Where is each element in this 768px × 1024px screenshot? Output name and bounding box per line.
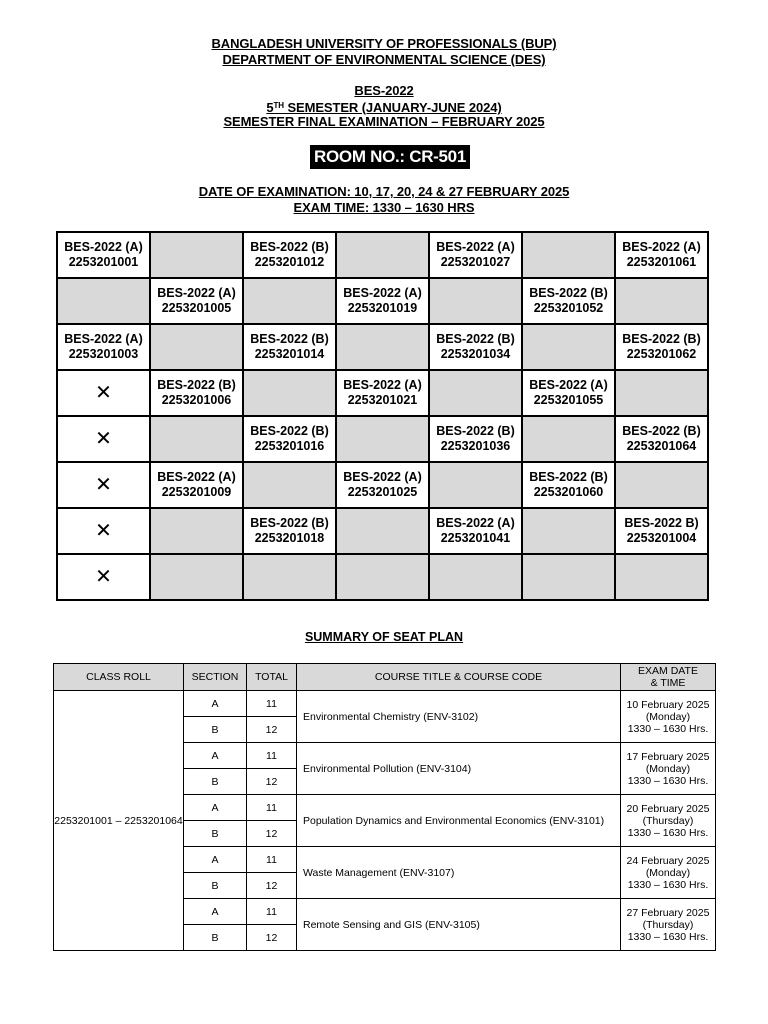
seat-empty	[243, 370, 336, 416]
exam-date: 27 February 2025	[626, 906, 710, 919]
total-cell: 11	[247, 847, 297, 873]
seat-section: BES-2022 (A)	[64, 240, 143, 254]
seat-assigned	[57, 324, 150, 370]
exam-time: 1330 – 1630 Hrs.	[627, 774, 709, 787]
seat-plan-summary-table	[53, 663, 716, 951]
exam-day: (Monday)	[645, 866, 691, 879]
section-cell: A	[184, 847, 247, 873]
seat-roll-number: 2253201016	[254, 439, 325, 453]
seat-section: BES-2022 (A)	[529, 378, 608, 392]
seat-assigned	[429, 416, 522, 462]
seat-empty	[615, 462, 708, 508]
seat-assigned	[522, 462, 615, 508]
seat-section: BES-2022 (A)	[157, 470, 236, 484]
seat-empty	[243, 462, 336, 508]
section-cell: A	[184, 795, 247, 821]
seat-assigned	[429, 508, 522, 554]
seat-empty	[336, 554, 429, 600]
course-title: Environmental Chemistry (ENV-3102)	[297, 691, 621, 743]
seat-roll-number: 2253201036	[440, 439, 511, 453]
seat-unavailable-cross-icon: ✕	[57, 554, 150, 600]
seat-empty	[243, 554, 336, 600]
seat-empty	[57, 278, 150, 324]
exam-date-time	[621, 691, 716, 743]
section-cell: A	[184, 899, 247, 925]
seat-roll-number: 2253201009	[161, 485, 232, 499]
department-name: DEPARTMENT OF ENVIRONMENTAL SCIENCE (DES)	[222, 52, 546, 67]
seat-assigned	[336, 278, 429, 324]
summary-header-row	[54, 664, 716, 691]
header-class-roll: CLASS ROLL	[54, 664, 184, 691]
seat-empty	[429, 554, 522, 600]
seat-empty	[615, 370, 708, 416]
exam-date: 10 February 2025	[626, 698, 710, 711]
seat-roll-number: 2253201061	[626, 255, 697, 269]
seat-assigned	[336, 462, 429, 508]
section-cell: B	[184, 769, 247, 795]
seat-row	[57, 462, 708, 508]
seat-roll-number: 2253201018	[254, 531, 325, 545]
total-cell: 12	[247, 873, 297, 899]
seat-section: BES-2022 (B)	[529, 286, 608, 300]
seat-row	[57, 508, 708, 554]
seat-assigned	[150, 278, 243, 324]
seat-roll-number: 2253201005	[161, 301, 232, 315]
seat-section: BES-2022 (B)	[250, 424, 329, 438]
section-cell: B	[184, 873, 247, 899]
room-number: ROOM NO.: CR-501	[310, 145, 470, 169]
exam-date-time	[621, 899, 716, 951]
seat-assigned	[150, 370, 243, 416]
seat-empty	[150, 324, 243, 370]
seat-section: BES-2022 (A)	[436, 240, 515, 254]
semester-title	[0, 98, 768, 115]
seat-unavailable-cross-icon: ✕	[57, 370, 150, 416]
seat-roll-number: 2253201019	[347, 301, 418, 315]
seat-empty	[150, 508, 243, 554]
seat-empty	[336, 324, 429, 370]
exam-day: (Monday)	[645, 710, 691, 723]
seat-section: BES-2022 (A)	[343, 470, 422, 484]
seat-section: BES-2022 (B)	[250, 516, 329, 530]
course-title: Remote Sensing and GIS (ENV-3105)	[297, 899, 621, 951]
seat-roll-number: 2253201001	[68, 255, 139, 269]
total-cell: 11	[247, 795, 297, 821]
exam-dates: DATE OF EXAMINATION: 10, 17, 20, 24 & 27 FEBRUARY 2025	[198, 184, 570, 199]
seat-assigned	[336, 370, 429, 416]
seat-unavailable-cross-icon: ✕	[57, 462, 150, 508]
seat-assigned	[615, 324, 708, 370]
seat-assigned	[429, 324, 522, 370]
seat-roll-number: 2253201060	[533, 485, 604, 499]
seat-section: BES-2022 (A)	[343, 286, 422, 300]
seat-row	[57, 370, 708, 416]
seat-assigned	[243, 232, 336, 278]
exam-day: (Monday)	[645, 762, 691, 775]
exam-time: 1330 – 1630 Hrs.	[627, 722, 709, 735]
seat-section: BES-2022 (B)	[250, 332, 329, 346]
seat-assigned	[150, 462, 243, 508]
seat-assigned	[429, 232, 522, 278]
seat-empty	[615, 554, 708, 600]
seat-empty	[336, 416, 429, 462]
seat-row	[57, 278, 708, 324]
seat-assigned	[243, 416, 336, 462]
total-cell: 11	[247, 743, 297, 769]
seat-section: BES-2022 (A)	[64, 332, 143, 346]
total-cell: 11	[247, 691, 297, 717]
seat-section: BES-2022 (B)	[250, 240, 329, 254]
seat-assigned	[243, 324, 336, 370]
seat-section: BES-2022 (B)	[436, 332, 515, 346]
seat-section: BES-2022 (B)	[622, 332, 701, 346]
exam-date: 24 February 2025	[626, 854, 710, 867]
exam-date: 17 February 2025	[626, 750, 710, 763]
seat-section: BES-2022 (A)	[622, 240, 701, 254]
header-exam-date-line1: EXAM DATE	[638, 665, 698, 677]
exam-time: 1330 – 1630 Hrs.	[627, 930, 709, 943]
seat-empty	[522, 416, 615, 462]
exam-date-time	[621, 743, 716, 795]
exam-day: (Thursday)	[642, 918, 694, 931]
exam-time: 1330 – 1630 Hrs.	[627, 826, 709, 839]
total-cell: 12	[247, 821, 297, 847]
total-cell: 12	[247, 925, 297, 951]
total-cell: 11	[247, 899, 297, 925]
seat-roll-number: 2253201014	[254, 347, 325, 361]
seat-section: BES-2022 (A)	[343, 378, 422, 392]
seat-empty	[615, 278, 708, 324]
seat-roll-number: 2253201062	[626, 347, 697, 361]
seat-assigned	[615, 508, 708, 554]
seat-assigned	[243, 508, 336, 554]
seat-row	[57, 416, 708, 462]
seat-assigned	[57, 232, 150, 278]
section-cell: A	[184, 691, 247, 717]
semester-number: 5	[266, 100, 274, 115]
seat-empty	[150, 554, 243, 600]
course-title: Population Dynamics and Environmental Economics (ENV-3101)	[297, 795, 621, 847]
exam-title: SEMESTER FINAL EXAMINATION – FEBRUARY 2025	[223, 114, 545, 129]
seat-section: BES-2022 (B)	[622, 424, 701, 438]
seat-unavailable-cross-icon: ✕	[57, 508, 150, 554]
header-course: COURSE TITLE & COURSE CODE	[297, 664, 621, 691]
seat-roll-number: 2253201004	[626, 531, 697, 545]
section-cell: B	[184, 717, 247, 743]
seat-roll-number: 2253201021	[347, 393, 418, 407]
section-cell: B	[184, 925, 247, 951]
seat-roll-number: 2253201025	[347, 485, 418, 499]
exam-date: 20 February 2025	[626, 802, 710, 815]
seat-roll-number: 2253201041	[440, 531, 511, 545]
seat-section: BES-2022 (B)	[529, 470, 608, 484]
exam-time: 1330 – 1630 Hrs.	[627, 878, 709, 891]
header-exam-date	[621, 664, 716, 691]
exam-day: (Thursday)	[642, 814, 694, 827]
seat-empty	[336, 232, 429, 278]
seat-empty	[522, 232, 615, 278]
seat-section: BES-2022 (A)	[157, 286, 236, 300]
seat-empty	[429, 370, 522, 416]
seat-assigned	[615, 416, 708, 462]
seat-empty	[150, 416, 243, 462]
header-total: TOTAL	[247, 664, 297, 691]
seat-empty	[150, 232, 243, 278]
seat-roll-number: 2253201012	[254, 255, 325, 269]
seat-roll-number: 2253201034	[440, 347, 511, 361]
seat-assigned	[522, 278, 615, 324]
batch-title: BES-2022	[354, 83, 414, 98]
section-cell: B	[184, 821, 247, 847]
university-name: BANGLADESH UNIVERSITY OF PROFESSIONALS (BUP)	[211, 36, 557, 51]
seat-row	[57, 324, 708, 370]
seat-section: BES-2022 (B)	[436, 424, 515, 438]
seat-empty	[522, 508, 615, 554]
seat-section: BES-2022 (B)	[157, 378, 236, 392]
seat-plan-grid	[56, 231, 709, 601]
seat-empty	[243, 278, 336, 324]
seat-empty	[336, 508, 429, 554]
seat-empty	[522, 554, 615, 600]
seat-empty	[429, 278, 522, 324]
summary-title: SUMMARY OF SEAT PLAN	[304, 630, 464, 644]
seat-section: BES-2022 B)	[624, 516, 699, 530]
seat-empty	[429, 462, 522, 508]
exam-date-time	[621, 795, 716, 847]
seat-row	[57, 232, 708, 278]
seat-roll-number: 2253201055	[533, 393, 604, 407]
seat-section: BES-2022 (A)	[436, 516, 515, 530]
semester-ordinal: TH	[273, 101, 284, 110]
seat-empty	[522, 324, 615, 370]
header-exam-date-line2: & TIME	[650, 677, 686, 689]
course-title: Environmental Pollution (ENV-3104)	[297, 743, 621, 795]
exam-date-time	[621, 847, 716, 899]
total-cell: 12	[247, 769, 297, 795]
semester-period: SEMESTER (JANUARY-JUNE 2024)	[283, 100, 502, 115]
seat-unavailable-cross-icon: ✕	[57, 416, 150, 462]
seat-roll-number: 2253201064	[626, 439, 697, 453]
seat-roll-number: 2253201006	[161, 393, 232, 407]
seat-assigned	[522, 370, 615, 416]
class-roll-range: 2253201001 – 2253201064	[54, 691, 184, 951]
seat-assigned	[615, 232, 708, 278]
seat-roll-number: 2253201052	[533, 301, 604, 315]
seat-roll-number: 2253201027	[440, 255, 511, 269]
header-section: SECTION	[184, 664, 247, 691]
exam-time: EXAM TIME: 1330 – 1630 HRS	[293, 200, 475, 215]
seat-row	[57, 554, 708, 600]
total-cell: 12	[247, 717, 297, 743]
course-title: Waste Management (ENV-3107)	[297, 847, 621, 899]
seat-roll-number: 2253201003	[68, 347, 139, 361]
section-cell: A	[184, 743, 247, 769]
summary-row	[54, 691, 716, 717]
